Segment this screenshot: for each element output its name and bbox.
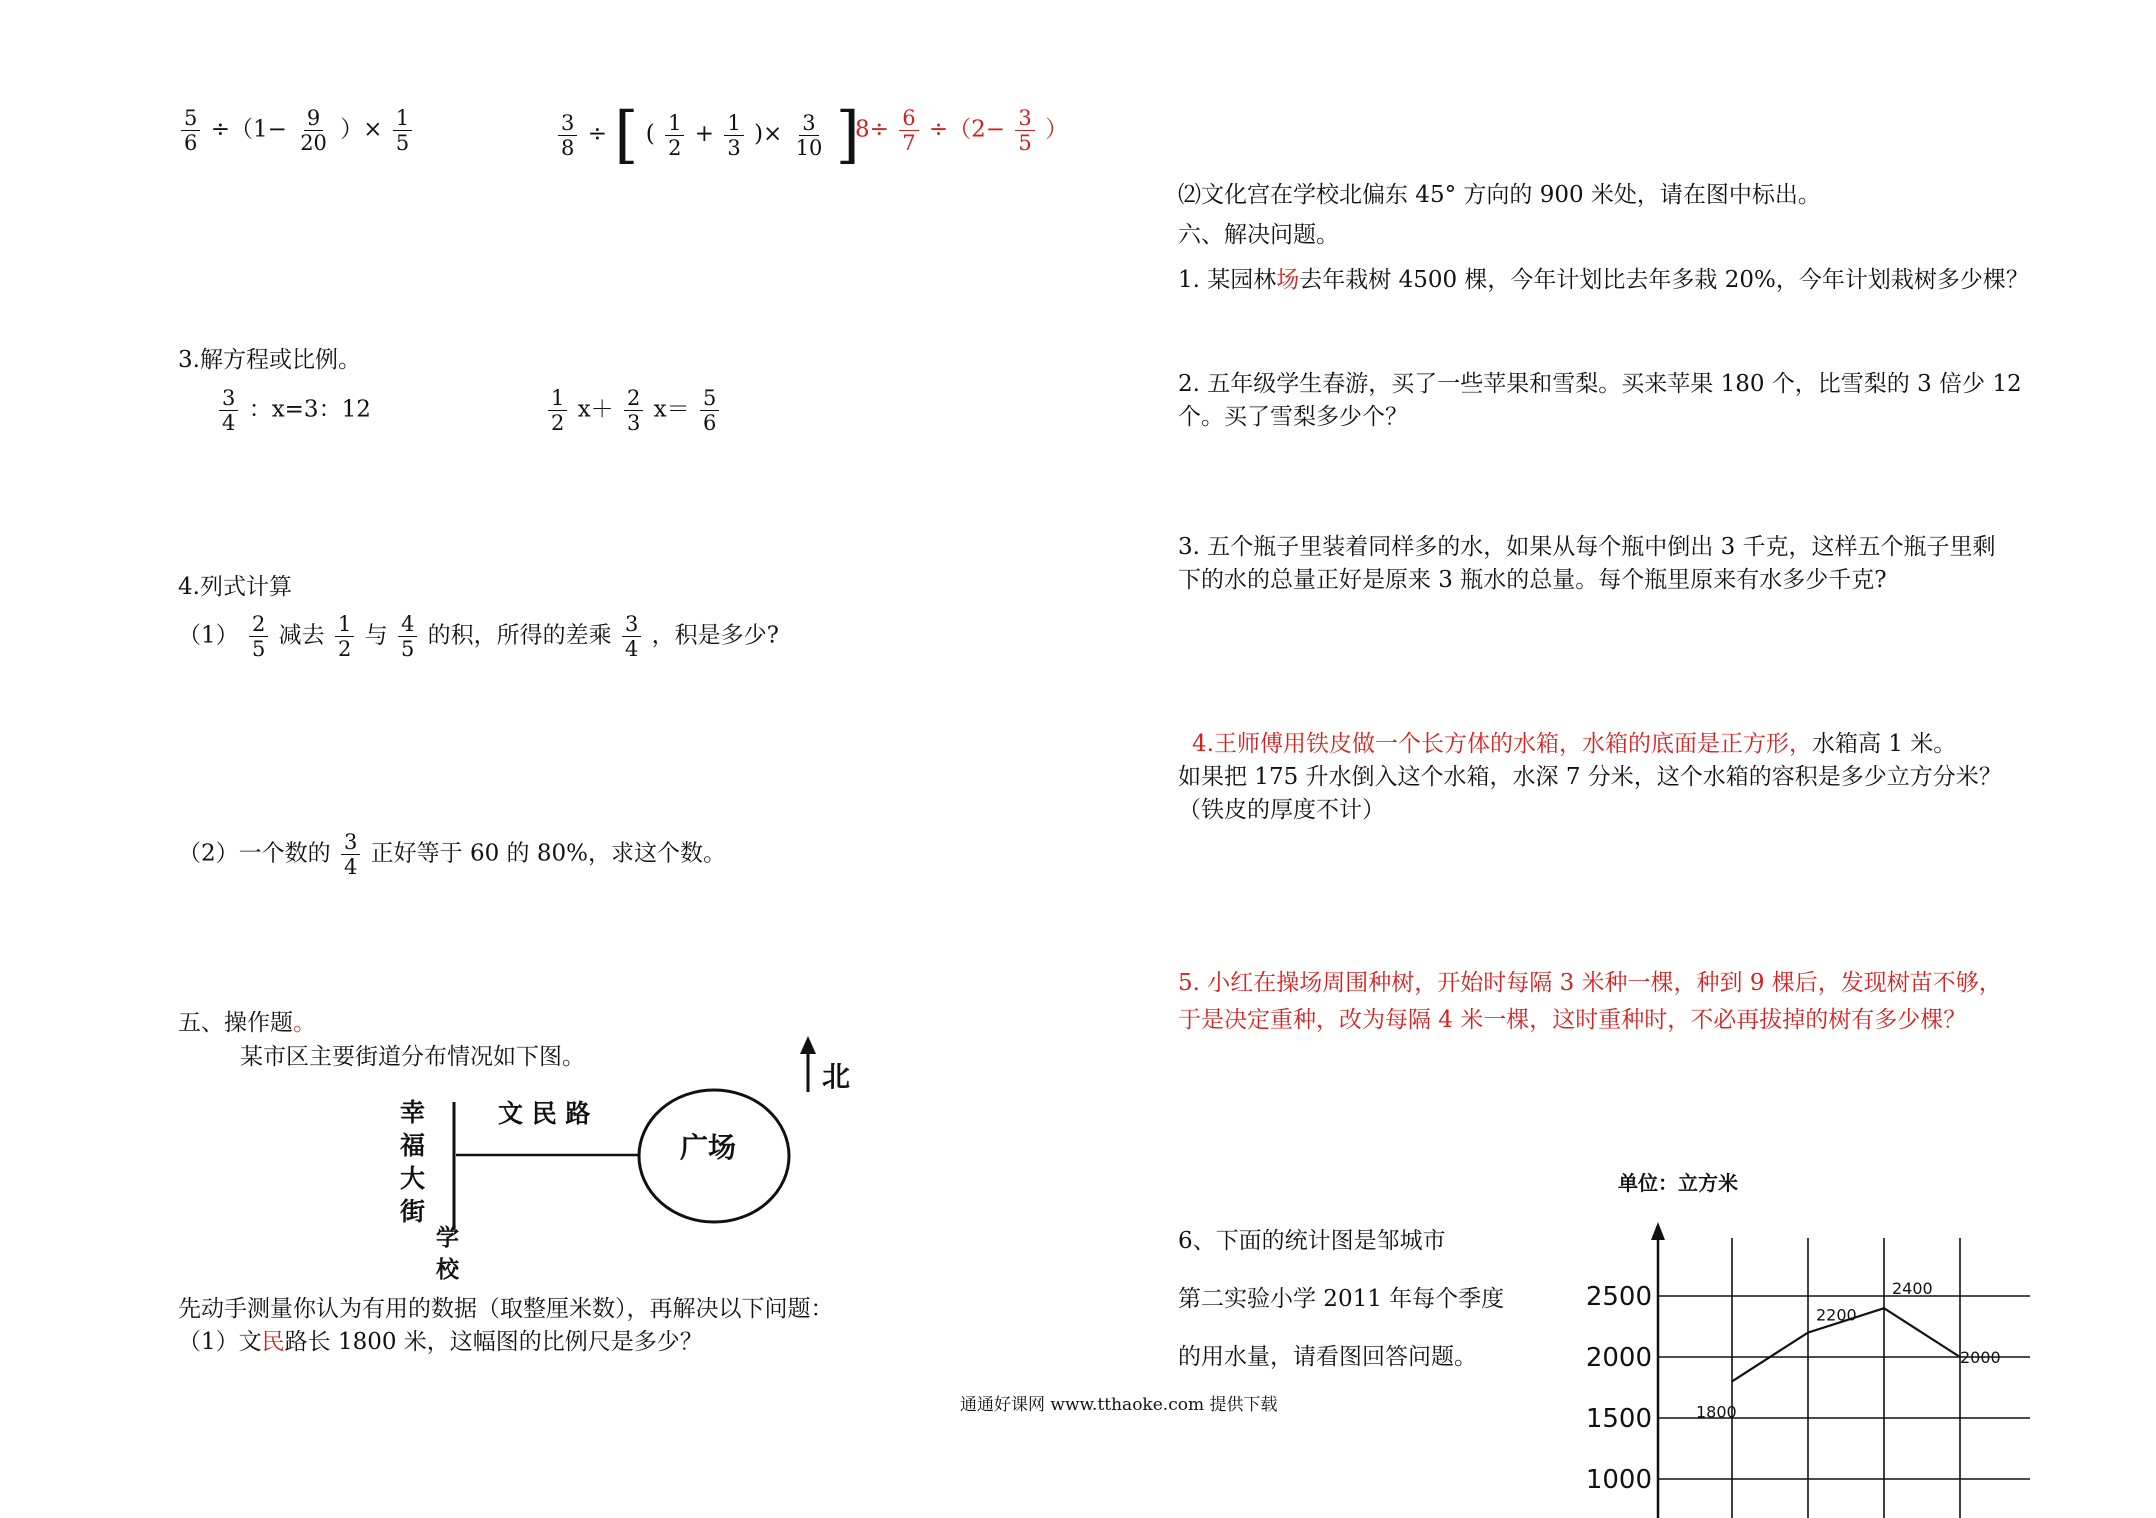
left-square-bracket: [	[614, 98, 639, 171]
street-map	[390, 1030, 870, 1300]
fraction: $\frac{3}{5}$	[1015, 106, 1034, 155]
question-4-1: （1） $\frac{2}{5}$ 减去 $\frac{1}{2}$ 与 $\frac{4}{5}$ 的积，所得的差乘 $\frac{3}{4}$ ，积是多少?	[178, 612, 779, 661]
fraction: $\frac{9}{20}$	[300, 106, 327, 155]
calc-expression-2: $\frac{3}{8}$ ÷ [ ( $\frac{1}{2}$ + $\frac{1}{3}$ )× $\frac{3}{10}$ ]	[555, 104, 860, 166]
map-question-2: ⑵文化宫在学校北偏东 45° 方向的 900 米处，请在图中标出。	[1178, 182, 1821, 208]
fraction: $\frac{1}{2}$	[548, 386, 567, 435]
problem-6-line-2: 第二实验小学 2011 年每个季度	[1178, 1286, 1505, 1312]
fraction: $\frac{2}{3}$	[624, 386, 643, 435]
question-4-2: （2）一个数的 $\frac{3}{4}$ 正好等于 60 的 80%，求这个数。	[178, 830, 726, 879]
equation-1: $\frac{3}{4}$ ：x=3：12	[216, 386, 371, 435]
problem-6-line-1: 6、下面的统计图是邹城市	[1178, 1228, 1446, 1254]
fraction: $\frac{5}{6}$	[700, 386, 719, 435]
y-tick-label: 1500	[1585, 1404, 1652, 1434]
y-tick-label: 2000	[1585, 1343, 1652, 1373]
measure-instruction: 先动手测量你认为有用的数据（取整厘米数），再解决以下问题：	[178, 1296, 834, 1322]
problem-2-line-2: 个。买了雪梨多少个？	[1178, 404, 1408, 430]
right-square-bracket: ]	[835, 98, 860, 171]
fraction: $\frac{3}{4}$	[622, 612, 641, 661]
fraction: $\frac{3}{8}$	[558, 111, 577, 160]
fraction: $\frac{4}{5}$	[398, 612, 417, 661]
fraction: $\frac{3}{10}$	[795, 110, 823, 160]
fraction: $\frac{1}{3}$	[724, 111, 743, 160]
calc-expression-3: 8÷ $\frac{6}{7}$ ÷（2− $\frac{3}{5}$ ）	[855, 106, 1069, 155]
calc-expression-1: $\frac{5}{6}$ ÷（1− $\frac{9}{20}$ ）× $\frac{1}{5}$	[178, 106, 415, 155]
footer-source: 通通好课网 www.tthaoke.com 提供下载	[960, 1395, 1278, 1415]
data-label: 1800	[1696, 1402, 1737, 1422]
fraction: $\frac{5}{6}$	[181, 106, 200, 155]
question-5-1: （1）文民路长 1800 米，这幅图的比例尺是多少？	[178, 1329, 703, 1355]
problem-3-line-2: 下的水的总量正好是原来 3 瓶水的总量。每个瓶里原来有水多少千克?	[1178, 567, 1887, 593]
map-intro: 某市区主要街道分布情况如下图。	[240, 1044, 585, 1070]
fraction: $\frac{1}{2}$	[335, 612, 354, 661]
problem-4-line-3: （铁皮的厚度不计）	[1178, 797, 1385, 823]
problem-4-line-2: 如果把 175 升水倒入这个水箱，水深 7 分米，这个水箱的容积是多少立方分米？	[1178, 764, 2002, 790]
fraction: $\frac{2}{5}$	[249, 612, 268, 661]
problem-4-line-1: 4.王师傅用铁皮做一个长方体的水箱，水箱的底面是正方形，水箱高 1 米。	[1192, 731, 1957, 757]
equation-2: $\frac{1}{2}$ x＋ $\frac{2}{3}$ x＝ $\frac{5}{6}$	[545, 386, 722, 435]
problem-3-line-1: 3. 五个瓶子里装着同样多的水，如果从每个瓶中倒出 3 千克，这样五个瓶子里剩	[1178, 534, 1996, 560]
section-4-title: 4.列式计算	[178, 574, 292, 600]
street-vertical-label: 幸 福 大 街	[400, 1098, 426, 1226]
data-label: 2400	[1892, 1279, 1933, 1299]
y-tick-label: 2500	[1585, 1282, 1652, 1312]
problem-6-line-3: 的用水量，请看图回答问题。	[1178, 1344, 1477, 1370]
north-label: 北	[822, 1060, 851, 1093]
fraction: $\frac{6}{7}$	[899, 106, 918, 155]
problem-1: 1. 某园林场去年栽树 4500 棵，今年计划比去年多栽 20%，今年计划栽树多少棵？	[1178, 267, 2029, 293]
data-label: 2200	[1816, 1305, 1857, 1325]
data-label: 2000	[1960, 1348, 2001, 1367]
y-axis-arrow	[1651, 1222, 1665, 1240]
school-label: 学 校	[436, 1225, 459, 1283]
section-5-title: 五、操作题。	[178, 1010, 316, 1036]
section-6-title: 六、解决问题。	[1178, 222, 1339, 248]
problem-2-line-1: 2. 五年级学生春游，买了一些苹果和雪梨。买来苹果 180 个，比雪梨的 3 倍少 12	[1178, 371, 2022, 397]
y-tick-label: 1000	[1585, 1465, 1652, 1495]
fraction: $\frac{1}{5}$	[393, 106, 412, 155]
problem-5-line-2: 于是决定重种，改为每隔 4 米一棵，这时重种时，不必再拔掉的树有多少棵？	[1178, 1007, 1967, 1033]
problem-5-line-1: 5. 小红在操场周围种树，开始时每隔 3 米种一棵，种到 9 棵后，发现树苗不够，	[1178, 970, 2002, 996]
section-3-title: 3.解方程或比例。	[178, 347, 361, 373]
street-horizontal-label: 文 民 路	[498, 1099, 591, 1128]
square-label: 广场	[680, 1131, 737, 1164]
fraction: $\frac{1}{2}$	[665, 111, 684, 160]
chart-unit-label: 单位：立方米	[1618, 1171, 1738, 1195]
water-usage-line-chart	[1580, 1210, 2040, 1518]
fraction: $\frac{3}{4}$	[219, 386, 238, 435]
fraction: $\frac{3}{4}$	[341, 830, 360, 879]
